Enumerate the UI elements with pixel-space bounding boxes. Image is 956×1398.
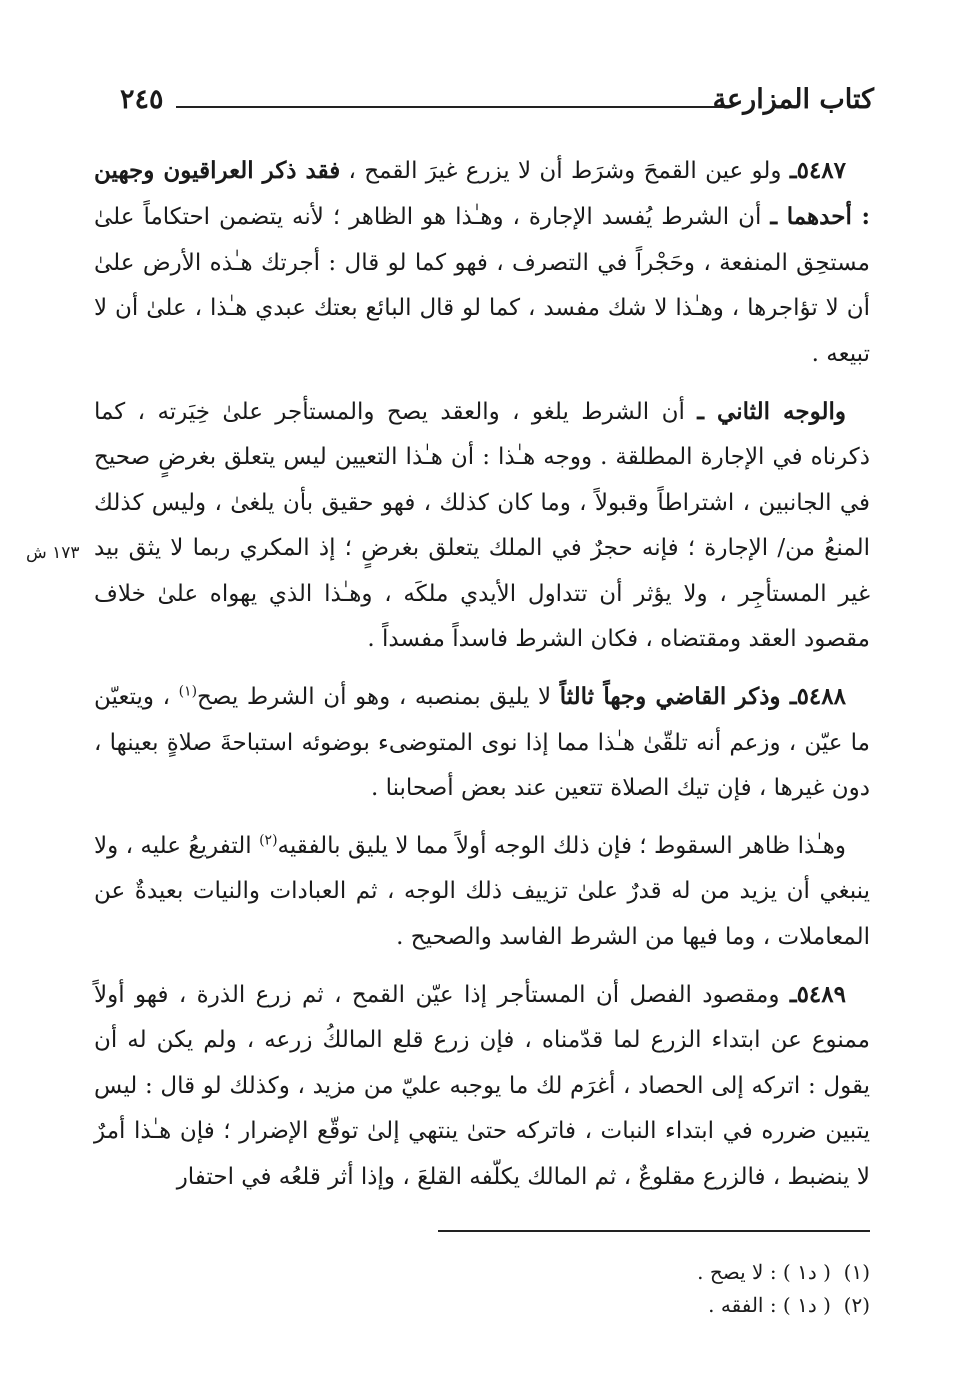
paragraph-text: لا يليق بمنصبه ، وهو أن الشرط يصح: [197, 684, 560, 711]
footnote-ref-1[interactable]: (١): [178, 683, 198, 700]
paragraph-text: ولو عين القمحَ وشرَط أن لا يزرع غيرَ القمح ،: [340, 158, 790, 184]
margin-folio-note: ١٧٣ ش: [26, 543, 80, 563]
header-rule: [176, 106, 724, 108]
footnote-text: ( د١ ) : لا يصح .: [697, 1260, 831, 1284]
paragraph-number: ٥٤٨٧ـ: [789, 157, 847, 184]
footnote-text: ( د١ ) : الفقه .: [708, 1293, 831, 1317]
footnote-2: [370, 1289, 870, 1322]
footnote-ref-2[interactable]: (٢): [259, 832, 278, 849]
page-number: ٢٤٥: [120, 84, 164, 115]
body-text: [94, 148, 870, 1212]
footnote-label: (١): [843, 1260, 870, 1284]
paragraph-bold-phrase: والوجه الثاني ـ: [697, 398, 846, 426]
footnotes: [370, 1256, 870, 1322]
paragraph-number: ٥٤٨٨ـ: [789, 683, 846, 711]
paragraph-text: ، ويتعيّن ما عيّن ، وزعم أنه تلقّىٰ هـٰذا مما إذا نوى المتوضىء بوضوئه استباحةَ صلاةٍ بعينها ، دون غيرها ، فإن تيك الصلاة تتعين عند بعض أصحابنا .: [94, 684, 870, 802]
paragraph-text: أن الشرط يلغو ، والعقد يصح والمستأجر علىٰ خِيَرته ، كما ذكرناه في الإجارة المطلقة . ووجه هـٰذا : أن هـٰذا التعيين ليس يتعلق بغرضٍ صحيح في الجانبين ، اشتراطاً وقبولاً ، وما كان كذلك ، فهو حقيق بأن يلغىٰ ، وليس كذلك المنعُ من/ الإجارة ؛ فإنه حجرٌ في الملك يتعلق بغرضٍ ؛ إذ المكري ربما لا يثق بيد غير المستأجِر ، ولا يؤثر أن تتداول الأيدي ملكَه ، وهـٰذا الذي يهواه علىٰ خلاف مقصود العقد ومقتضاه ، فكان الشرط فاسداً مفسداً .: [94, 399, 870, 653]
chapter-title: كتاب المزارعة: [712, 84, 874, 115]
paragraph-text: التفريعُ عليه ، ولا ينبغي أن يزيد من له قدرٌ علىٰ تزييف ذلك الوجه ، ثم العبادات والنيات بعيدةٌ عن المعاملات ، وما فيها من الشرط الفاسد والصحيح .: [94, 832, 870, 950]
paragraph-text: وهـٰذا ظاهر السقوط ؛ فإن ذلك الوجه أولاً مما لا يليق بالفقيه: [277, 832, 847, 859]
paragraph-text: ومقصود الفصل أن المستأجر إذا عيّن القمح ، ثم زرع الذرة ، فهو أولاً ممنوع عن ابتداء الزرع لما قدّمناه ، فإن زرع قلع المالكُ زرعه ، ولم يكن له أن يقول : اتركه إلى الحصاد ، أغرَم لك ما يوجبه عليّ من مزيد ، وكذلك لو قال : ليس يتبين ضرره في ابتداء النبات ، فاتركه حتىٰ ينتهي إلىٰ توقّع الإضرار ؛ فإن هـٰذا أمرٌ لا ينضبط ، فالزرع مقلوعٌ ، ثم المالك يكلّفه القلعَ ، وإذا أثر قلعُه في احتفار: [94, 981, 870, 1190]
paragraph-5488: [94, 674, 870, 811]
footnote-label: (٢): [843, 1293, 870, 1317]
paragraph-5487: [94, 148, 870, 377]
paragraph-number: ٥٤٨٩ـ: [789, 980, 846, 1008]
footnote-separator: [438, 1230, 870, 1232]
paragraph-critique: [94, 824, 870, 960]
paragraph-bold-phrase: وذكر القاضي وجهاً ثالثاً: [559, 683, 790, 711]
paragraph-text: أن الشرط يُفسد الإجارة ، وهـٰذا هو الظاهر ؛ لأنه يتضمن احتكاماً علىٰ مستحِق المنفعة ، وحَجْراً في التصرف ، فهو كما لو قال : أجرتك هـٰذه الأرض علىٰ أن لا تؤاجرها ، وهـٰذا لا شك مفسد ، كما لو قال البائع بعتك عبدي هـٰذا ، علىٰ أن لا تبيعه .: [94, 204, 870, 367]
paragraph-bold-phrase: فقد ذكر العراقيون وجهين : أحدهما ـ: [94, 157, 870, 231]
footnote-1: [370, 1256, 870, 1289]
paragraph-second-view: [94, 389, 870, 662]
paragraph-5489: [94, 972, 870, 1200]
page-header: [92, 84, 874, 124]
